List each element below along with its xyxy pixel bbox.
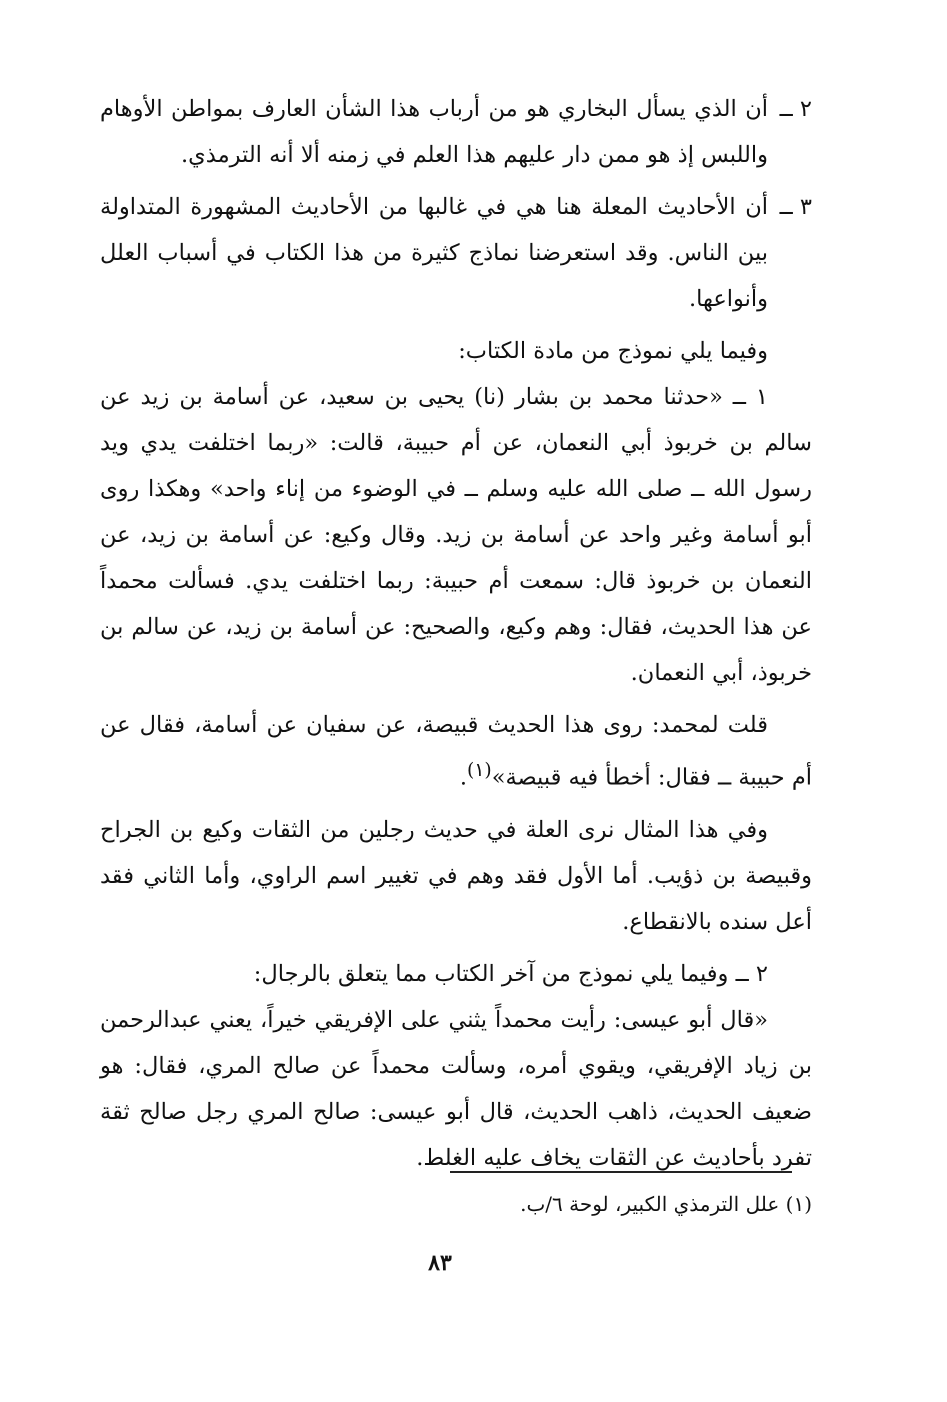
hadith-1: ١ ــ «حدثنا محمد بن بشار (نا) يحيى بن سعيد، عن أسامة بن زيد عن سالم بن خربوذ أبي النعمان، عن أم حبيبة، قالت: «ربما اختلفت يدي ويد رسول الله ــ صلى الله عليه وسلم ــ في الوضوء من إناء واحد» وهكذا روى أبو أسامة وغير واحد عن أسامة بن زيد. وقال وكيع: عن أسامة بن زيد، عن النعمان بن خربوذ قال: سمعت أم حبيبة: ربما اختلفت يدي. فسألت محمداً عن هذا الحديث، فقال: وهم وكيع، والصحيح: عن أسامة بن زيد، عن سالم بن خربوذ، أبي النعمان. <box>100 384 812 686</box>
page-number: ٨٣ <box>428 1250 452 1276</box>
list-item <box>100 86 812 178</box>
question-text: قلت لمحمد: روى هذا الحديث قبيصة، عن سفيان عن أسامة، فقال عن أم حبيبة ــ فقال: أخطأ فيه قبيصة» <box>100 712 812 791</box>
item-text: أن الأحاديث المعلة هنا هي في غالبها من الأحاديث المشهورة المتداولة بين الناس. وقد استعرضنا نماذج كثيرة من هذا الكتاب في أسباب العلل وأنواعها. <box>100 194 768 312</box>
question-paragraph <box>100 702 812 801</box>
footnote-reference: (١) <box>466 760 492 781</box>
item-number: ٢ ــ <box>779 96 812 122</box>
hadith-2: «قال أبو عيسى: رأيت محمداً يثني على الإفريقي خيراً، يعني عبدالرحمن بن زياد الإفريقي، ويقوي أمره، وسألت محمداً عن صالح المري، فقال: هو ضعيف الحديث، ذاهب الحديث، قال أبو عيسى: صالح المري رجل صالح ثقة تفرد بأحاديث عن الثقات يخاف عليه الغلط. <box>100 1006 812 1171</box>
analysis-paragraph: وفي هذا المثال نرى العلة في حديث رجلين من الثقات وكيع بن الجراح وقبيصة بن ذؤيب. أما الأول فقد وهم في تغيير اسم الراوي، وأما الثاني فقد أعل سنده بالانقطاع. <box>100 816 812 935</box>
question-end: . <box>459 764 467 791</box>
sample-intro: وفيما يلي نموذج من مادة الكتاب: <box>458 338 768 364</box>
item-text: أن الذي يسأل البخاري هو من أرباب هذا الشأن العارف بمواطن الأوهام واللبس إذ هو ممن دار عليهم هذا العلم في زمنه ألا أنه الترمذي. <box>100 96 768 168</box>
footnote: (١) علل الترمذي الكبير، لوحة ٦/ب. <box>520 1192 812 1216</box>
list-item <box>100 184 812 322</box>
footnote-divider <box>450 1171 792 1173</box>
sample-intro-2: ٢ ــ وفيما يلي نموذج من آخر الكتاب مما يتعلق بالرجال: <box>253 960 768 987</box>
page-body <box>100 86 812 1181</box>
item-number: ٣ ــ <box>779 194 812 220</box>
